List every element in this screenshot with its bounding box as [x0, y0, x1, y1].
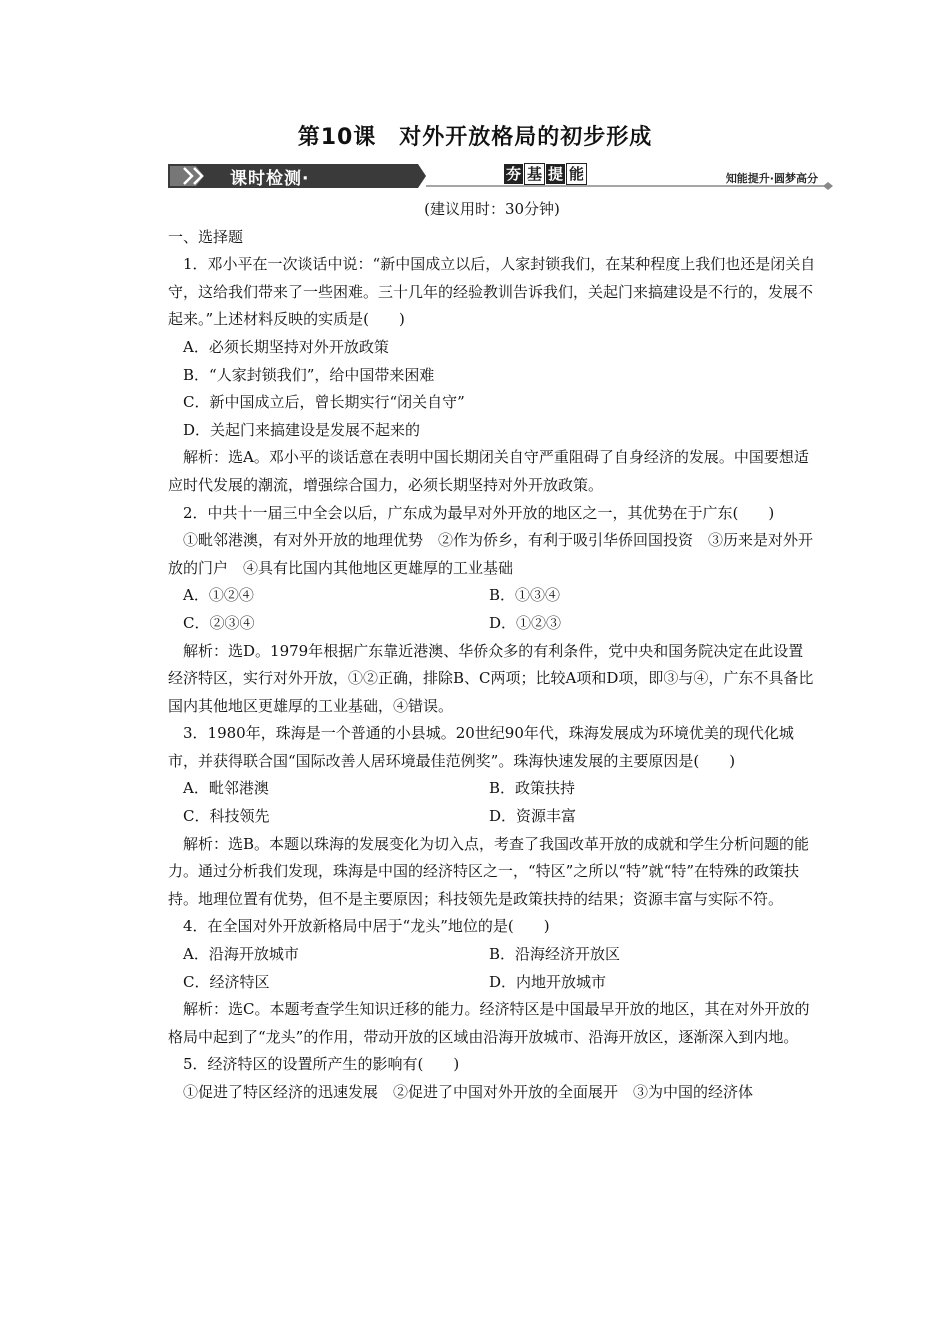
question-1-option-b: B．“人家封锁我们”，给中国带来困难 — [183, 365, 435, 384]
banner-label: 课时检测· — [230, 169, 310, 189]
question-3-option-c: C．科技领先 — [183, 807, 270, 826]
question-1-option-a: A．必须长期坚持对外开放政策 — [183, 337, 389, 356]
question-3-analysis: 解析：选B。本题以珠海的发展变化为切入点，考查了我国改革开放的成就和学生分析问题的能力。通过分析我们发现，珠海是中国的经济特区之一，“特区”之所以“特”就“特”在特殊的政策扶持。地理位置有优势，但不是主要原因；科技领先是政策扶持的结果；资源丰富与实际不符。 — [168, 834, 810, 908]
question-4-option-c: C．经济特区 — [183, 972, 270, 991]
question-2-options-row — [168, 610, 816, 638]
banner-tag-char: 夯 — [506, 165, 522, 183]
question-3-option-d: D．资源丰富 — [489, 807, 577, 826]
question-3-option-b: B．政策扶持 — [489, 779, 576, 798]
question-2-items: ①毗邻港澳，有对外开放的地理优势 ②作为侨乡，有利于吸引华侨回国投资 ③历来是对外开放的门户 ④具有比国内其他地区更雄厚的工业基础 — [168, 531, 814, 577]
question-4-options-row — [168, 941, 816, 969]
question-5-stem: 5．经济特区的设置所产生的影响有( ) — [183, 1055, 460, 1074]
suggested-time: (建议用时：30分钟) — [424, 200, 560, 218]
banner-tag-char: 能 — [566, 163, 587, 185]
document-body — [168, 196, 816, 1107]
question-4-options-row — [168, 969, 816, 997]
question-2-options-row — [168, 582, 816, 610]
question-1-stem: 1．邓小平在一次谈话中说：“新中国成立以后，人家封锁我们，在某种程度上我们也还是闭关自守，这给我们带来了一些困难。三十几年的经验教训告诉我们，关起门来搞建设是不行的，发展不起来。”上述材料反映的实质是( ) — [168, 255, 816, 329]
question-3-option-a: A．毗邻港澳 — [183, 779, 269, 798]
banner-tag-char: 基 — [524, 163, 545, 185]
question-4-option-a: A．沿海开放城市 — [183, 945, 299, 964]
question-3-options-row — [168, 775, 816, 803]
banner-slogan: 知能提升·圆梦高分 — [725, 172, 818, 185]
section-banner — [168, 162, 840, 190]
question-2-option-d: D．①②③ — [489, 613, 562, 632]
question-2-option-b: B．①③④ — [489, 586, 561, 605]
question-2-option-c: C．②③④ — [183, 613, 255, 632]
question-4-stem: 4．在全国对外开放新格局中居于“龙头”地位的是( ) — [183, 917, 550, 936]
question-1-option-c: C．新中国成立后，曾长期实行“闭关自守” — [183, 393, 465, 412]
question-3-options-row — [168, 803, 816, 831]
question-1-option-d: D．关起门来搞建设是发展不起来的 — [183, 420, 421, 439]
question-1-analysis: 解析：选A。邓小平的谈话意在表明中国长期闭关自守严重阻碍了自身经济的发展。中国要想适应时代发展的潮流，增强综合国力，必须长期坚持对外开放政策。 — [168, 448, 809, 494]
question-4-analysis: 解析：选C。本题考查学生知识迁移的能力。经济特区是中国最早开放的地区，其在对外开放的格局中起到了“龙头”的作用，带动开放的区域由沿海开放城市、沿海开放区，逐渐深入到内地。 — [168, 1000, 810, 1046]
question-4-option-b: B．沿海经济开放区 — [489, 945, 621, 964]
question-3-stem: 3．1980年，珠海是一个普通的小县城。20世纪90年代，珠海发展成为环境优美的现代化城市，并获得联合国“国际改善人居环境最佳范例奖”。珠海快速发展的主要原因是( ) — [168, 724, 794, 770]
question-2-stem: 2．中共十一届三中全会以后，广东成为最早对外开放的地区之一，其优势在于广东( ) — [183, 503, 775, 522]
question-2-option-a: A．①②④ — [183, 586, 254, 605]
question-4-option-d: D．内地开放城市 — [489, 972, 607, 991]
banner-tag — [504, 163, 588, 183]
lesson-title: 第10课 对外开放格局的初步形成 — [297, 125, 653, 150]
banner-tag-char: 提 — [548, 165, 564, 183]
section-heading: 一、选择题 — [168, 227, 244, 246]
question-5-items: ①促进了特区经济的迅速发展 ②促进了中国对外开放的全面展开 ③为中国的经济体 — [183, 1083, 754, 1101]
question-2-analysis: 解析：选D。1979年根据广东靠近港澳、华侨众多的有利条件，党中央和国务院决定在此设置经济特区，实行对外开放，①②正确，排除B、C两项；比较A项和D项，即③与④，广东不具备比国内其他地区更雄厚的工业基础，④错误。 — [168, 641, 814, 715]
